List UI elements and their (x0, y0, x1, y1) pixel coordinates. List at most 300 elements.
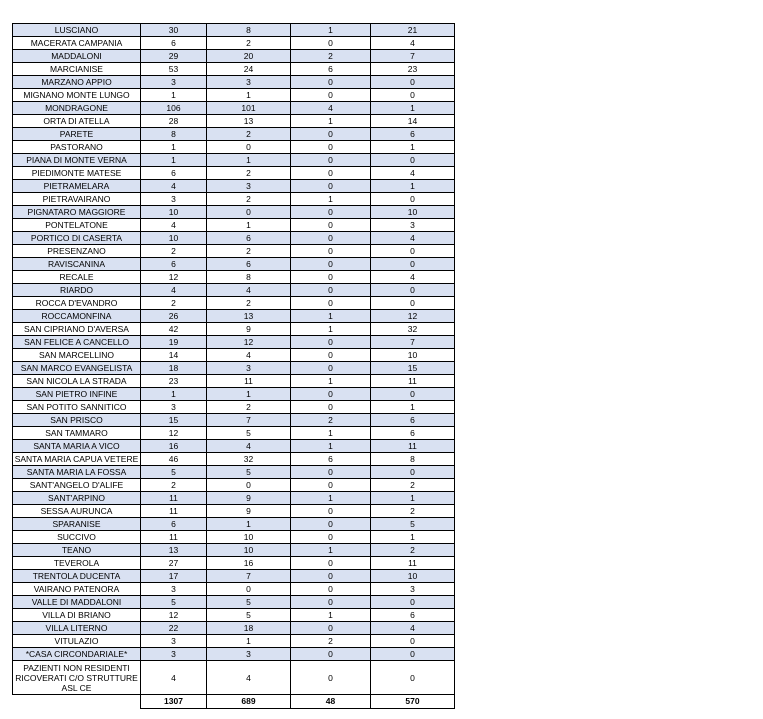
col-4-cell: 2 (371, 544, 455, 557)
municipality-cell: PIGNATARO MAGGIORE (13, 206, 141, 219)
table-row (13, 63, 455, 76)
total-cases-cell: 2 (141, 297, 207, 310)
col-2-cell: 4 (207, 349, 291, 362)
municipality-cell: SAN FELICE A CANCELLO (13, 336, 141, 349)
table-row (13, 128, 455, 141)
table-row (13, 141, 455, 154)
municipality-cell: *CASA CIRCONDARIALE* (13, 648, 141, 661)
col-4-cell: 3 (371, 219, 455, 232)
col-3-cell: 0 (291, 37, 371, 50)
municipality-cell: SESSA AURUNCA (13, 505, 141, 518)
col-3-cell: 0 (291, 271, 371, 284)
table-row (13, 258, 455, 271)
col-2-cell: 7 (207, 414, 291, 427)
municipality-cell: TEANO (13, 544, 141, 557)
total-cases-cell: 4 (141, 284, 207, 297)
col-4-cell: 14 (371, 115, 455, 128)
col-2-cell: 5 (207, 427, 291, 440)
table-row (13, 544, 455, 557)
col-4-cell: 7 (371, 336, 455, 349)
col-4-cell: 10 (371, 206, 455, 219)
municipality-cell: SAN NICOLA LA STRADA (13, 375, 141, 388)
col-3-cell: 2 (291, 635, 371, 648)
table-row (13, 609, 455, 622)
col-4-cell: 0 (371, 284, 455, 297)
col-3-cell: 1 (291, 193, 371, 206)
table-row (13, 531, 455, 544)
municipality-cell: SAN POTITO SANNITICO (13, 401, 141, 414)
total-cases-cell: 6 (141, 37, 207, 50)
col-3-cell: 1 (291, 427, 371, 440)
total-cases-cell: 10 (141, 232, 207, 245)
municipality-cell: PIEDIMONTE MATESE (13, 167, 141, 180)
col-3-cell: 1 (291, 544, 371, 557)
col-4-cell: 4 (371, 622, 455, 635)
col-4-cell: 1 (371, 141, 455, 154)
col-3-cell: 1 (291, 310, 371, 323)
table-row (13, 492, 455, 505)
col-2-cell: 8 (207, 271, 291, 284)
col-4-cell: 0 (371, 245, 455, 258)
total-cases-cell: 106 (141, 102, 207, 115)
col-3-cell: 0 (291, 466, 371, 479)
col-2-cell: 3 (207, 362, 291, 375)
col-3-cell: 0 (291, 479, 371, 492)
municipality-cell: PIANA DI MONTE VERNA (13, 154, 141, 167)
table-row (13, 401, 455, 414)
col-2-cell: 10 (207, 531, 291, 544)
col-4-cell: 0 (371, 297, 455, 310)
col-3-cell: 6 (291, 453, 371, 466)
col-2-cell: 20 (207, 50, 291, 63)
data-table (12, 23, 455, 709)
table-row (13, 388, 455, 401)
total-value-cell: 48 (291, 695, 371, 709)
col-3-cell: 0 (291, 336, 371, 349)
municipality-cell: SANT'ARPINO (13, 492, 141, 505)
col-2-cell: 4 (207, 284, 291, 297)
total-cases-cell: 3 (141, 648, 207, 661)
total-value-cell: 1307 (141, 695, 207, 709)
col-3-cell: 4 (291, 102, 371, 115)
col-4-cell: 1 (371, 531, 455, 544)
table-row (13, 310, 455, 323)
table-row (13, 50, 455, 63)
total-cases-cell: 1 (141, 154, 207, 167)
col-3-cell: 0 (291, 258, 371, 271)
col-3-cell: 0 (291, 154, 371, 167)
total-cases-cell: 4 (141, 180, 207, 193)
col-2-cell: 10 (207, 544, 291, 557)
municipality-cell: PIETRAMELARA (13, 180, 141, 193)
col-2-cell: 12 (207, 336, 291, 349)
municipality-cell: SAN MARCELLINO (13, 349, 141, 362)
col-4-cell: 12 (371, 310, 455, 323)
total-cases-cell: 15 (141, 414, 207, 427)
col-3-cell: 0 (291, 141, 371, 154)
col-4-cell: 23 (371, 63, 455, 76)
total-cases-cell: 27 (141, 557, 207, 570)
col-2-cell: 2 (207, 37, 291, 50)
col-2-cell: 0 (207, 206, 291, 219)
col-4-cell: 0 (371, 258, 455, 271)
col-3-cell: 0 (291, 219, 371, 232)
total-cases-cell: 5 (141, 466, 207, 479)
table-row (13, 271, 455, 284)
table-row (13, 115, 455, 128)
table-row (13, 453, 455, 466)
total-cases-cell: 3 (141, 401, 207, 414)
col-3-cell: 0 (291, 128, 371, 141)
col-3-cell: 2 (291, 50, 371, 63)
municipality-cell: SANTA MARIA LA FOSSA (13, 466, 141, 479)
col-2-cell: 24 (207, 63, 291, 76)
col-2-cell: 9 (207, 492, 291, 505)
municipality-cell: RIARDO (13, 284, 141, 297)
col-4-cell: 1 (371, 492, 455, 505)
col-3-cell: 0 (291, 518, 371, 531)
table-row (13, 648, 455, 661)
col-2-cell: 4 (207, 440, 291, 453)
municipality-cell: LUSCIANO (13, 24, 141, 37)
table-row (13, 323, 455, 336)
municipality-cell: VILLA DI BRIANO (13, 609, 141, 622)
col-3-cell: 1 (291, 24, 371, 37)
municipality-cell: SUCCIVO (13, 531, 141, 544)
col-2-cell: 2 (207, 297, 291, 310)
total-cases-cell: 3 (141, 635, 207, 648)
col-2-cell: 8 (207, 24, 291, 37)
municipality-cell: MARZANO APPIO (13, 76, 141, 89)
col-3-cell: 0 (291, 557, 371, 570)
col-4-cell: 6 (371, 427, 455, 440)
col-2-cell: 0 (207, 583, 291, 596)
total-cases-cell: 28 (141, 115, 207, 128)
col-4-cell: 2 (371, 505, 455, 518)
col-4-cell: 6 (371, 414, 455, 427)
municipality-cell: ROCCAMONFINA (13, 310, 141, 323)
table-row (13, 206, 455, 219)
col-3-cell: 0 (291, 206, 371, 219)
total-cases-cell: 12 (141, 609, 207, 622)
col-4-cell: 3 (371, 583, 455, 596)
municipality-cell: VAIRANO PATENORA (13, 583, 141, 596)
table-row (13, 518, 455, 531)
col-2-cell: 0 (207, 479, 291, 492)
total-cases-cell: 6 (141, 258, 207, 271)
total-cases-cell: 4 (141, 219, 207, 232)
col-4-cell: 1 (371, 401, 455, 414)
municipality-cell: SAN CIPRIANO D'AVERSA (13, 323, 141, 336)
col-2-cell: 4 (207, 661, 291, 695)
col-4-cell: 4 (371, 37, 455, 50)
col-3-cell: 0 (291, 180, 371, 193)
col-2-cell: 3 (207, 180, 291, 193)
col-2-cell: 13 (207, 310, 291, 323)
table-row (13, 232, 455, 245)
total-cases-cell: 1 (141, 388, 207, 401)
table-row (13, 193, 455, 206)
col-4-cell: 0 (371, 661, 455, 695)
total-cases-cell: 53 (141, 63, 207, 76)
total-cases-cell: 6 (141, 167, 207, 180)
total-cases-cell: 5 (141, 596, 207, 609)
total-cases-cell: 23 (141, 375, 207, 388)
table-row (13, 427, 455, 440)
total-cases-cell: 19 (141, 336, 207, 349)
total-cases-cell: 3 (141, 76, 207, 89)
col-3-cell: 1 (291, 115, 371, 128)
col-4-cell: 0 (371, 466, 455, 479)
col-4-cell: 1 (371, 102, 455, 115)
col-3-cell: 0 (291, 388, 371, 401)
table-row (13, 570, 455, 583)
table-row (13, 219, 455, 232)
municipality-cell: TRENTOLA DUCENTA (13, 570, 141, 583)
col-4-cell: 32 (371, 323, 455, 336)
col-2-cell: 1 (207, 89, 291, 102)
col-4-cell: 10 (371, 349, 455, 362)
table-row (13, 154, 455, 167)
table-row (13, 102, 455, 115)
col-4-cell: 1 (371, 180, 455, 193)
total-cases-cell: 13 (141, 544, 207, 557)
col-4-cell: 0 (371, 154, 455, 167)
municipality-cell: TEVEROLA (13, 557, 141, 570)
col-3-cell: 0 (291, 401, 371, 414)
col-3-cell: 0 (291, 284, 371, 297)
col-3-cell: 6 (291, 63, 371, 76)
municipality-cell: PORTICO DI CASERTA (13, 232, 141, 245)
table-row (13, 167, 455, 180)
col-2-cell: 11 (207, 375, 291, 388)
municipality-cell: ROCCA D'EVANDRO (13, 297, 141, 310)
total-cases-cell: 46 (141, 453, 207, 466)
col-4-cell: 0 (371, 388, 455, 401)
table-row (13, 284, 455, 297)
col-2-cell: 13 (207, 115, 291, 128)
municipality-cell: SAN MARCO EVANGELISTA (13, 362, 141, 375)
municipality-cell: VALLE DI MADDALONI (13, 596, 141, 609)
col-4-cell: 4 (371, 232, 455, 245)
col-3-cell: 0 (291, 167, 371, 180)
table-row (13, 76, 455, 89)
col-2-cell: 101 (207, 102, 291, 115)
table-row (13, 245, 455, 258)
col-2-cell: 9 (207, 505, 291, 518)
total-cases-cell: 42 (141, 323, 207, 336)
col-4-cell: 0 (371, 635, 455, 648)
municipality-cell: MARCIANISE (13, 63, 141, 76)
table-row (13, 479, 455, 492)
col-2-cell: 1 (207, 518, 291, 531)
table-row (13, 466, 455, 479)
municipality-cell: PASTORANO (13, 141, 141, 154)
table-row (13, 505, 455, 518)
col-4-cell: 21 (371, 24, 455, 37)
col-4-cell: 5 (371, 518, 455, 531)
col-4-cell: 15 (371, 362, 455, 375)
col-4-cell: 0 (371, 648, 455, 661)
table-row (13, 336, 455, 349)
col-3-cell: 0 (291, 583, 371, 596)
col-4-cell: 7 (371, 50, 455, 63)
col-4-cell: 6 (371, 609, 455, 622)
col-3-cell: 0 (291, 505, 371, 518)
total-cases-cell: 16 (141, 440, 207, 453)
total-cases-cell: 30 (141, 24, 207, 37)
total-cases-cell: 4 (141, 661, 207, 695)
table-row (13, 414, 455, 427)
col-4-cell: 10 (371, 570, 455, 583)
col-4-cell: 11 (371, 440, 455, 453)
col-2-cell: 0 (207, 141, 291, 154)
col-4-cell: 0 (371, 89, 455, 102)
municipality-cell: MONDRAGONE (13, 102, 141, 115)
table-row (13, 440, 455, 453)
table-row (13, 635, 455, 648)
municipality-cell: VITULAZIO (13, 635, 141, 648)
municipality-cell: RAVISCANINA (13, 258, 141, 271)
col-3-cell: 0 (291, 76, 371, 89)
col-2-cell: 2 (207, 167, 291, 180)
total-value-cell: 689 (207, 695, 291, 709)
col-2-cell: 1 (207, 154, 291, 167)
col-2-cell: 18 (207, 622, 291, 635)
col-4-cell: 0 (371, 193, 455, 206)
col-3-cell: 0 (291, 531, 371, 544)
col-4-cell: 11 (371, 375, 455, 388)
table-row (13, 622, 455, 635)
total-cases-cell: 11 (141, 505, 207, 518)
total-cases-cell: 12 (141, 271, 207, 284)
total-cases-cell: 12 (141, 427, 207, 440)
col-3-cell: 1 (291, 375, 371, 388)
col-3-cell: 1 (291, 492, 371, 505)
col-2-cell: 9 (207, 323, 291, 336)
total-cases-cell: 22 (141, 622, 207, 635)
col-2-cell: 7 (207, 570, 291, 583)
col-3-cell: 1 (291, 609, 371, 622)
col-4-cell: 8 (371, 453, 455, 466)
col-2-cell: 2 (207, 128, 291, 141)
col-4-cell: 6 (371, 128, 455, 141)
col-4-cell: 4 (371, 167, 455, 180)
table-row (13, 596, 455, 609)
table-body (13, 24, 455, 709)
total-cases-cell: 6 (141, 518, 207, 531)
table-row (13, 37, 455, 50)
col-2-cell: 5 (207, 609, 291, 622)
municipality-cell: SAN PRISCO (13, 414, 141, 427)
table-row (13, 24, 455, 37)
col-3-cell: 0 (291, 362, 371, 375)
table-row (13, 349, 455, 362)
col-2-cell: 32 (207, 453, 291, 466)
col-2-cell: 16 (207, 557, 291, 570)
totals-row (13, 695, 455, 709)
col-3-cell: 0 (291, 89, 371, 102)
table-row (13, 180, 455, 193)
col-2-cell: 3 (207, 648, 291, 661)
col-2-cell: 1 (207, 388, 291, 401)
total-cases-cell: 2 (141, 245, 207, 258)
table-row (13, 583, 455, 596)
col-2-cell: 1 (207, 219, 291, 232)
col-2-cell: 6 (207, 258, 291, 271)
table-row (13, 375, 455, 388)
municipality-cell: SAN TAMMARO (13, 427, 141, 440)
total-cases-cell: 18 (141, 362, 207, 375)
table-row (13, 89, 455, 102)
municipality-cell: SANT'ANGELO D'ALIFE (13, 479, 141, 492)
total-cases-cell: 8 (141, 128, 207, 141)
municipality-cell: MIGNANO MONTE LUNGO (13, 89, 141, 102)
table-row (13, 661, 455, 695)
col-4-cell: 0 (371, 596, 455, 609)
col-3-cell: 0 (291, 622, 371, 635)
col-3-cell: 0 (291, 297, 371, 310)
total-cases-cell: 1 (141, 141, 207, 154)
col-3-cell: 0 (291, 648, 371, 661)
col-3-cell: 0 (291, 245, 371, 258)
municipality-cell: MACERATA CAMPANIA (13, 37, 141, 50)
municipality-cell: PIETRAVAIRANO (13, 193, 141, 206)
col-4-cell: 2 (371, 479, 455, 492)
col-2-cell: 2 (207, 193, 291, 206)
total-cases-cell: 3 (141, 583, 207, 596)
col-3-cell: 0 (291, 570, 371, 583)
table-row (13, 362, 455, 375)
total-cases-cell: 17 (141, 570, 207, 583)
col-3-cell: 1 (291, 440, 371, 453)
col-3-cell: 0 (291, 232, 371, 245)
col-3-cell: 1 (291, 323, 371, 336)
municipality-cell: SPARANISE (13, 518, 141, 531)
col-4-cell: 4 (371, 271, 455, 284)
col-2-cell: 3 (207, 76, 291, 89)
col-2-cell: 1 (207, 635, 291, 648)
municipality-cell: PARETE (13, 128, 141, 141)
total-cases-cell: 29 (141, 50, 207, 63)
col-3-cell: 0 (291, 596, 371, 609)
total-value-cell: 570 (371, 695, 455, 709)
municipality-cell: MADDALONI (13, 50, 141, 63)
col-2-cell: 2 (207, 245, 291, 258)
col-2-cell: 6 (207, 232, 291, 245)
total-cases-cell: 1 (141, 89, 207, 102)
municipality-cell: VILLA LITERNO (13, 622, 141, 635)
municipality-cell: PONTELATONE (13, 219, 141, 232)
total-cases-cell: 2 (141, 479, 207, 492)
total-cases-cell: 11 (141, 531, 207, 544)
municipality-cell: SANTA MARIA CAPUA VETERE (13, 453, 141, 466)
col-4-cell: 0 (371, 76, 455, 89)
total-cases-cell: 3 (141, 193, 207, 206)
col-4-cell: 11 (371, 557, 455, 570)
municipality-cell: ORTA DI ATELLA (13, 115, 141, 128)
municipality-cell: PRESENZANO (13, 245, 141, 258)
col-3-cell: 0 (291, 349, 371, 362)
col-2-cell: 2 (207, 401, 291, 414)
total-cases-cell: 11 (141, 492, 207, 505)
col-3-cell: 2 (291, 414, 371, 427)
municipality-cell: RECALE (13, 271, 141, 284)
total-cases-cell: 14 (141, 349, 207, 362)
col-2-cell: 5 (207, 466, 291, 479)
total-cases-cell: 26 (141, 310, 207, 323)
totals-label-cell (13, 695, 141, 709)
